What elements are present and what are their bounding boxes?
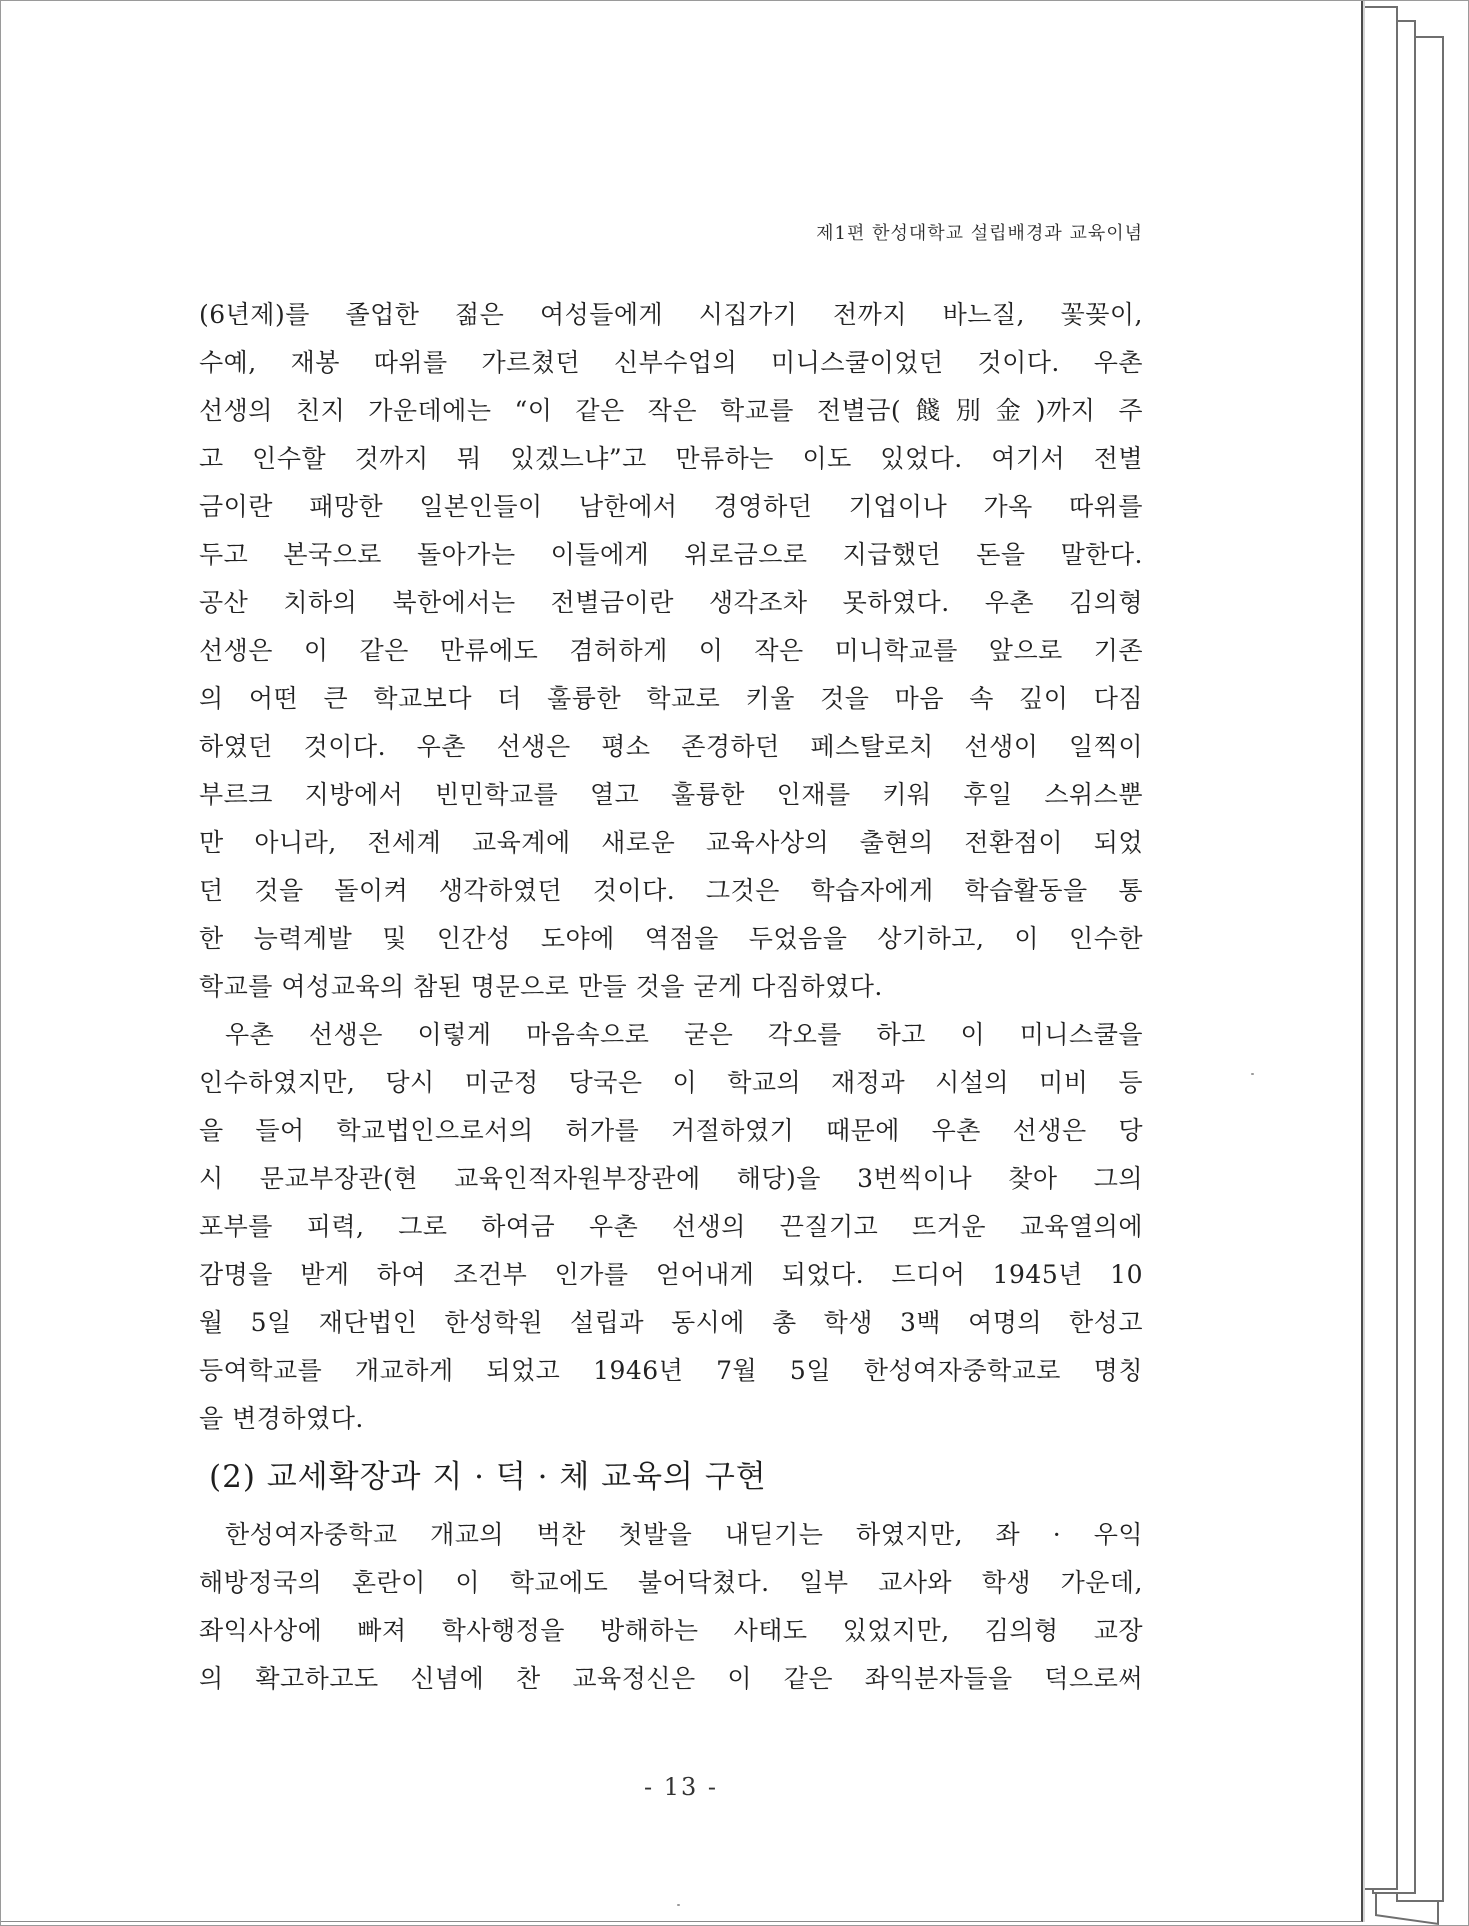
text-line: 시 문교부장관(현 교육인적자원부장관에 해당)을 3번씩이나 찾아 그의 bbox=[199, 1164, 1143, 1193]
section-heading: (2) 교세확장과 지 · 덕 · 체 교육의 구현 bbox=[209, 1459, 767, 1495]
text-line: 포부를 피력, 그로 하여금 우촌 선생의 끈질기고 뜨거운 교육열의에 bbox=[199, 1212, 1143, 1241]
text-line: 등여학교를 개교하게 되었고 1946년 7월 5일 한성여자중학교로 명칭 bbox=[199, 1356, 1143, 1385]
text-line: 한성여자중학교 개교의 벅찬 첫발을 내딛기는 하였지만, 좌 · 우익 bbox=[225, 1520, 1143, 1549]
text-line: 우촌 선생은 이렇게 마음속으로 굳은 각오를 하고 이 미니스쿨을 bbox=[225, 1020, 1143, 1049]
text-line: 두고 본국으로 돌아가는 이들에게 위로금으로 지급했던 돈을 말한다. bbox=[199, 540, 1143, 569]
text-line: 선생의 친지 가운데에는 “이 같은 작은 학교를 전별금(餞別金)까지 주 bbox=[199, 396, 1143, 425]
text-line: 감명을 받게 하여 조건부 인가를 얻어내게 되었다. 드디어 1945년 10 bbox=[199, 1260, 1143, 1289]
body-text-block bbox=[199, 291, 1143, 1443]
text-line: (6년제)를 졸업한 젊은 여성들에게 시집가기 전까지 바느질, 꽃꽂이, bbox=[199, 300, 1143, 329]
text-line: 고 인수할 것까지 뭐 있겠느냐”고 만류하는 이도 있었다. 여기서 전별 bbox=[199, 444, 1143, 473]
text-line: 만 아니라, 전세계 교육계에 새로운 교육사상의 출현의 전환점이 되었 bbox=[199, 828, 1143, 857]
text-line: 공산 치하의 북한에서는 전별금이란 생각조차 못하였다. 우촌 김의형 bbox=[199, 588, 1143, 617]
scan-speck bbox=[1251, 1073, 1254, 1075]
text-line: 을 변경하였다. bbox=[199, 1404, 364, 1433]
text-line: 학교를 여성교육의 참된 명문으로 만들 것을 굳게 다짐하였다. bbox=[199, 972, 883, 1001]
text-line: 던 것을 돌이켜 생각하였던 것이다. 그것은 학습자에게 학습활동을 통 bbox=[199, 876, 1143, 905]
text-line: 좌익사상에 빠져 학사행정을 방해하는 사태도 있었지만, 김의형 교장 bbox=[199, 1616, 1143, 1645]
text-line: 월 5일 재단법인 한성학원 설립과 동시에 총 학생 3백 여명의 한성고 bbox=[199, 1308, 1143, 1337]
scan-speck bbox=[677, 1904, 680, 1906]
text-line: 선생은 이 같은 만류에도 겸허하게 이 작은 미니학교를 앞으로 기존 bbox=[199, 636, 1143, 665]
text-line: 의 확고하고도 신념에 찬 교육정신은 이 같은 좌익분자들을 덕으로써 bbox=[199, 1664, 1143, 1693]
book-page bbox=[1, 1, 1363, 1922]
text-line: 수예, 재봉 따위를 가르쳤던 신부수업의 미니스쿨이었던 것이다. 우촌 bbox=[199, 348, 1143, 377]
page-number: - 13 - bbox=[643, 1773, 718, 1801]
body-text-block bbox=[199, 1511, 1143, 1703]
text-line: 인수하였지만, 당시 미군정 당국은 이 학교의 재정과 시설의 미비 등 bbox=[199, 1068, 1143, 1097]
text-line: 의 어떤 큰 학교보다 더 훌륭한 학교로 키울 것을 마음 속 깊이 다짐 bbox=[199, 684, 1143, 713]
text-line: 부르크 지방에서 빈민학교를 열고 훌륭한 인재를 키워 후일 스위스뿐 bbox=[199, 780, 1143, 809]
running-header: 제1편 한성대학교 설립배경과 교육이념 bbox=[816, 223, 1143, 244]
text-line: 을 들어 학교법인으로서의 허가를 거절하였기 때문에 우촌 선생은 당 bbox=[199, 1116, 1143, 1145]
text-line: 금이란 패망한 일본인들이 남한에서 경영하던 기업이나 가옥 따위를 bbox=[199, 492, 1143, 521]
text-line: 해방정국의 혼란이 이 학교에도 불어닥쳤다. 일부 교사와 학생 가운데, bbox=[199, 1568, 1143, 1597]
text-line: 한 능력계발 및 인간성 도야에 역점을 두었음을 상기하고, 이 인수한 bbox=[199, 924, 1143, 953]
page-edge-stack bbox=[1358, 6, 1398, 1890]
text-line: 하였던 것이다. 우촌 선생은 평소 존경하던 페스탈로치 선생이 일찍이 bbox=[199, 732, 1143, 761]
